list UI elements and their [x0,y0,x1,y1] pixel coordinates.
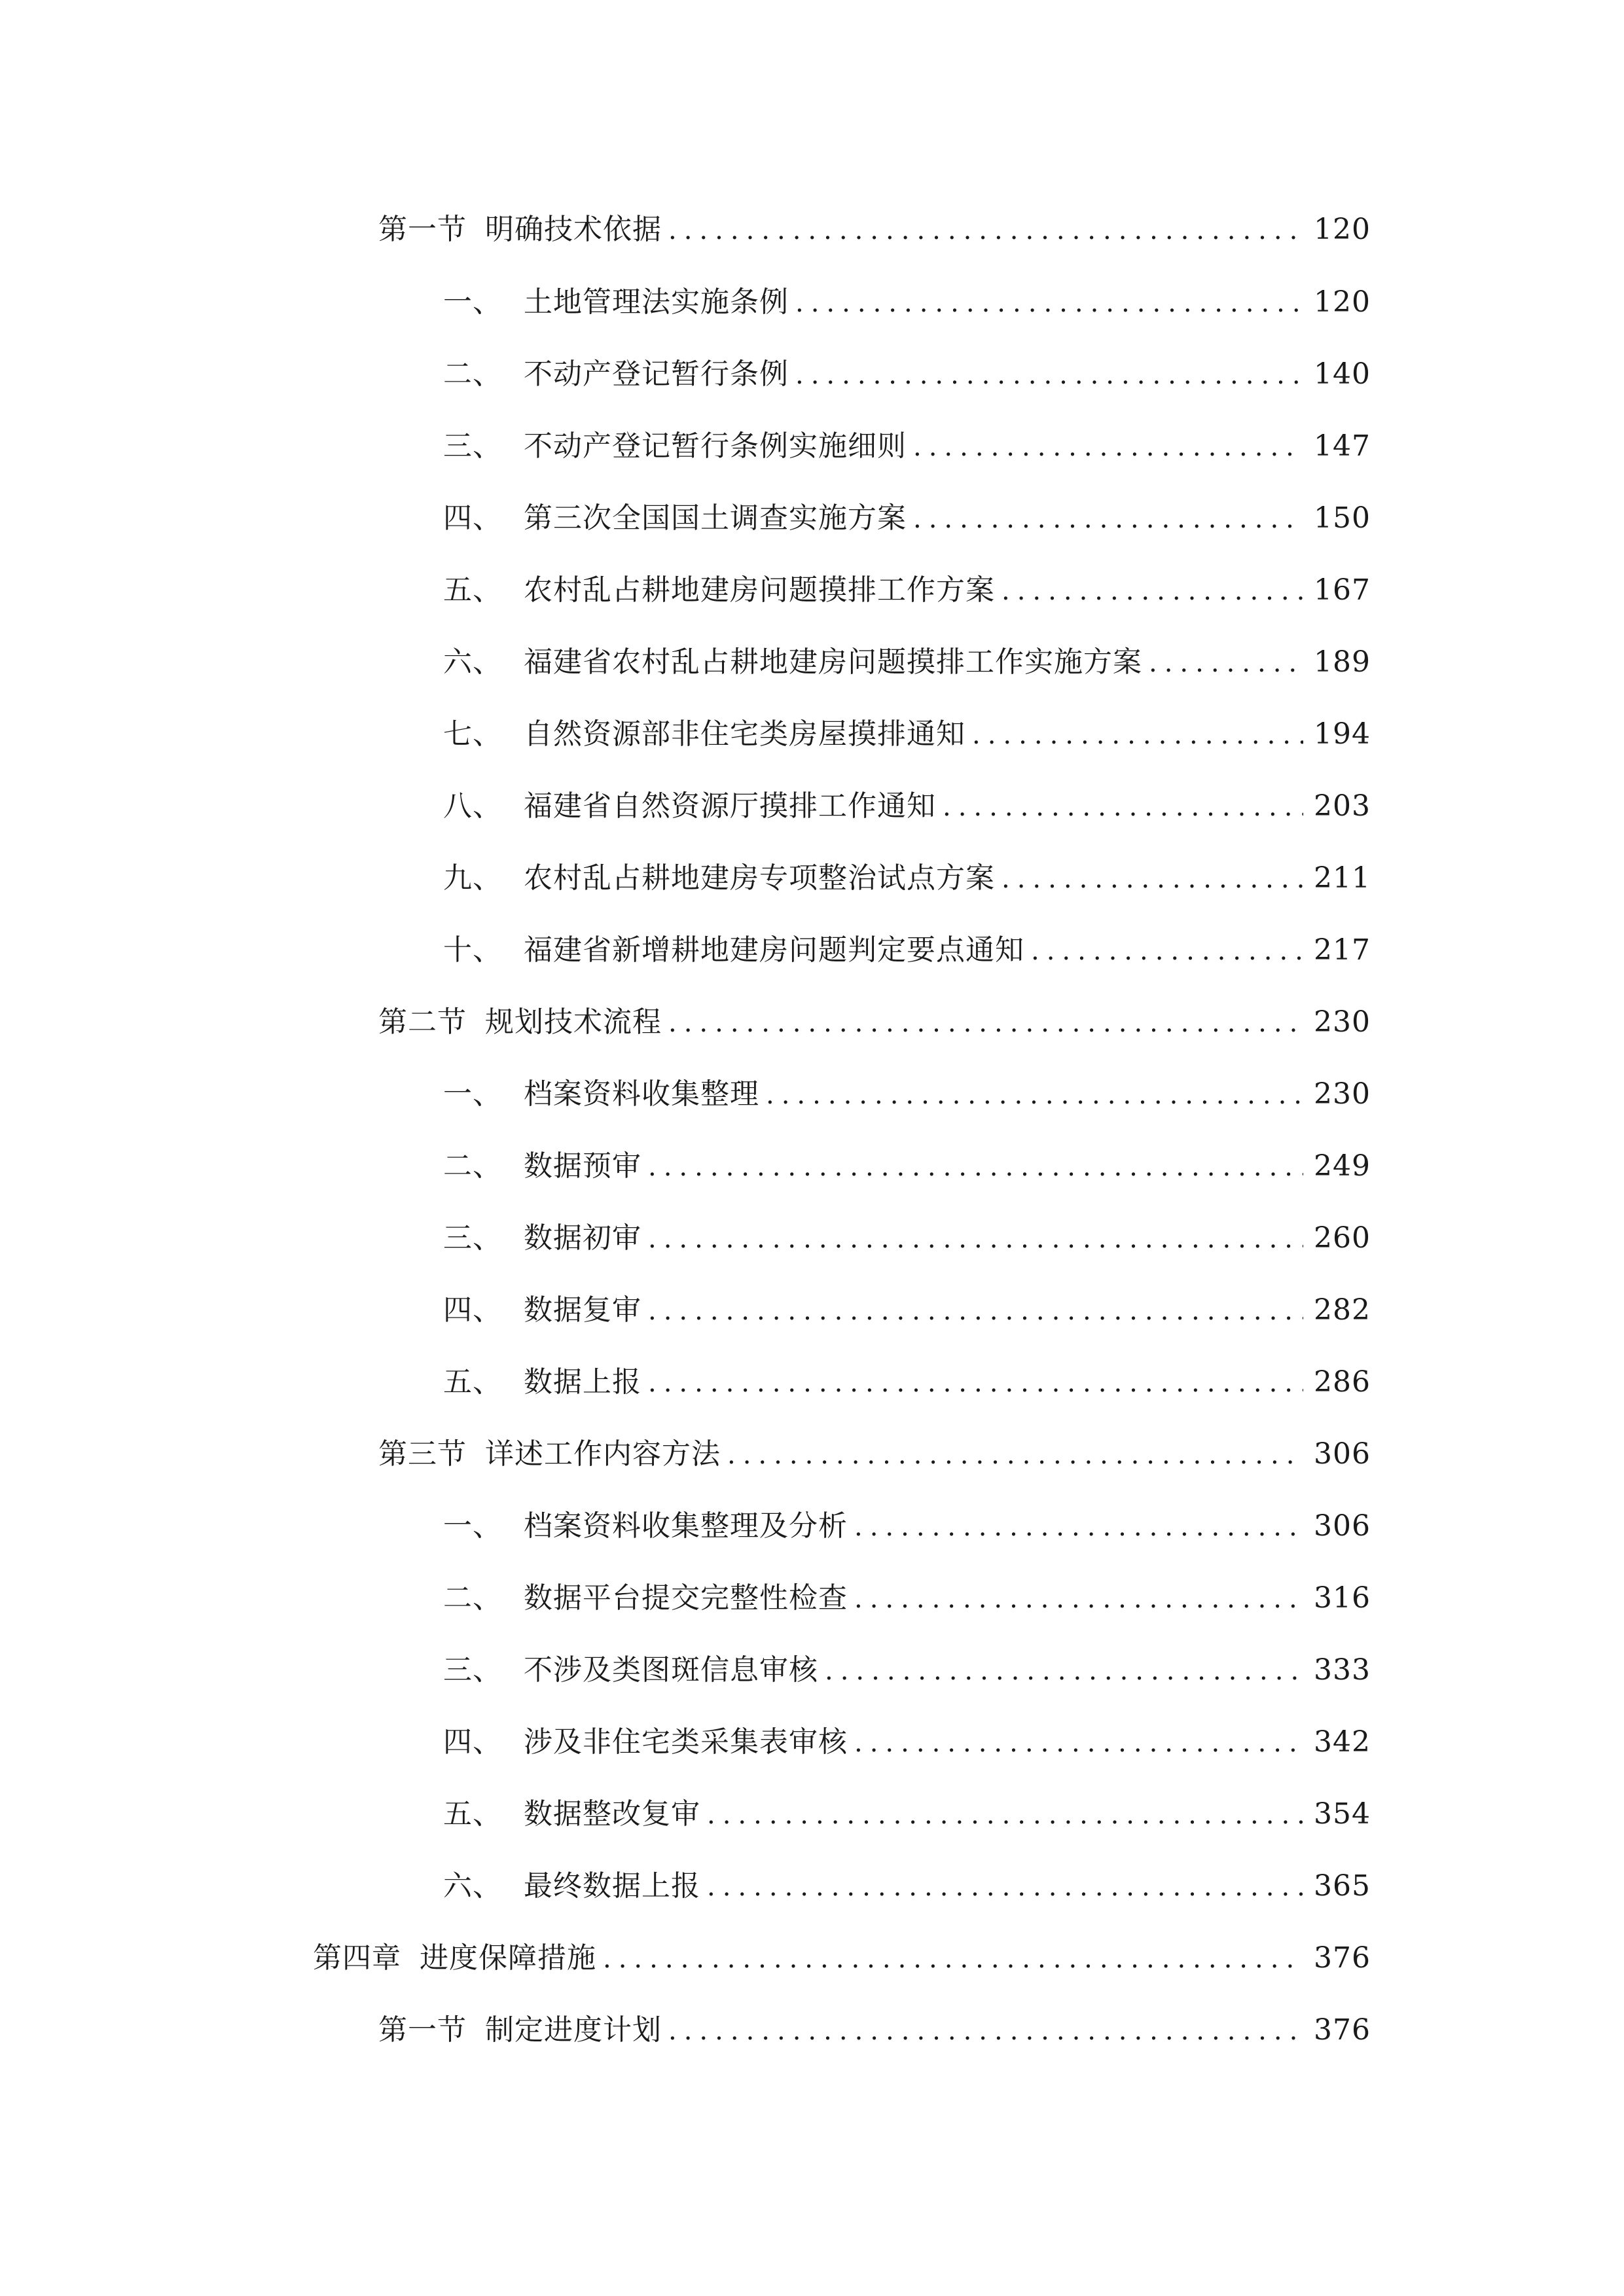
toc-entry-page: 260 [1314,1221,1371,1255]
dot-leader [707,1867,1303,1907]
toc-entry-page: 203 [1314,789,1371,823]
toc-entry-page: 167 [1314,573,1371,607]
toc-entry[interactable] [443,355,1371,394]
toc-entry-number: 第四章 [313,1941,401,1975]
dot-leader [854,1507,1303,1547]
toc-entry-page: 282 [1314,1293,1371,1327]
toc-entry-title: 数据平台提交完整性检查 [524,1581,848,1615]
dot-leader [1031,931,1303,971]
toc-entry[interactable] [443,1723,1371,1762]
dot-leader [1001,859,1303,899]
toc-entry[interactable] [378,2011,1371,2050]
toc-entry-page: 194 [1314,717,1371,751]
toc-entry-number: 九、 [443,861,502,895]
toc-entry-title: 土地管理法实施条例 [524,285,789,319]
toc-entry-number: 五、 [443,1797,502,1831]
toc-entry-number: 第三节 [378,1437,467,1471]
dot-leader [648,1363,1303,1403]
toc-entry-page: 211 [1314,861,1371,895]
dot-leader [972,715,1303,755]
dot-leader [648,1219,1303,1259]
toc-entry-number: 三、 [443,429,502,463]
toc-entry-number: 五、 [443,1365,502,1399]
toc-entry-number: 六、 [443,645,502,679]
toc-entry-title: 数据整改复审 [524,1797,700,1831]
toc-entry-title: 福建省新增耕地建房问题判定要点通知 [524,933,1024,967]
toc-entry-number: 七、 [443,717,502,751]
toc-entry-page: 306 [1314,1509,1371,1543]
toc-entry-title: 不动产登记暂行条例实施细则 [524,429,907,463]
toc-entry-title: 农村乱占耕地建房问题摸排工作方案 [524,573,995,607]
toc-entry-page: 217 [1314,933,1371,967]
toc-entry-title: 不涉及类图斑信息审核 [524,1653,818,1687]
dot-leader [795,283,1303,323]
toc-entry[interactable] [443,283,1371,322]
toc-entry-page: 120 [1314,213,1371,246]
toc-entry-number: 四、 [443,501,502,535]
dot-leader [825,1651,1303,1691]
toc-entry-page: 376 [1314,1941,1371,1975]
toc-entry[interactable] [443,1651,1371,1690]
dot-leader [727,1435,1303,1475]
toc-entry-title: 规划技术流程 [485,1005,662,1039]
toc-entry[interactable] [443,1363,1371,1402]
toc-entry-number: 八、 [443,789,502,823]
toc-entry[interactable] [443,643,1371,682]
toc-entry-number: 第一节 [378,2013,467,2047]
toc-entry-number: 五、 [443,573,502,607]
toc-entry-title: 数据上报 [524,1365,641,1399]
toc-entry-number: 第一节 [378,213,467,246]
toc-entry[interactable] [443,1507,1371,1546]
toc-entry-number: 一、 [443,285,502,319]
toc-entry-page: 230 [1314,1005,1371,1039]
toc-entry[interactable] [443,1075,1371,1114]
toc-entry[interactable] [443,787,1371,826]
dot-leader [943,787,1303,827]
toc-entry-number: 六、 [443,1869,502,1903]
toc-entry-title: 详述工作内容方法 [485,1437,721,1471]
toc-entry[interactable] [378,210,1371,249]
toc-entry-page: 249 [1314,1149,1371,1183]
toc-entry-title: 明确技术依据 [485,213,662,246]
toc-entry[interactable] [378,1003,1371,1042]
toc-entry-number: 一、 [443,1077,502,1111]
toc-entry[interactable] [443,859,1371,898]
toc-entry[interactable] [443,715,1371,754]
toc-entry[interactable] [443,1579,1371,1618]
toc-entry-title: 福建省农村乱占耕地建房问题摸排工作实施方案 [524,645,1142,679]
toc-entry-page: 189 [1314,645,1371,679]
toc-entry[interactable] [378,1435,1371,1474]
toc-entry[interactable] [313,1939,1371,1978]
toc-entry[interactable] [443,571,1371,610]
toc-entry-title: 数据初审 [524,1221,641,1255]
toc-entry-page: 286 [1314,1365,1371,1399]
toc-entry-number: 第二节 [378,1005,467,1039]
toc-entry-page: 120 [1314,285,1371,319]
toc-entry-number: 二、 [443,1149,502,1183]
toc-entry-title: 档案资料收集整理 [524,1077,759,1111]
toc-entry-number: 四、 [443,1725,502,1759]
dot-leader [668,2011,1303,2051]
dot-leader [1149,643,1303,683]
toc-entry-number: 三、 [443,1653,502,1687]
toc-entry[interactable] [443,499,1371,538]
dot-leader [854,1579,1303,1619]
dot-leader [795,355,1303,395]
toc-entry-title: 第三次全国国土调查实施方案 [524,501,907,535]
toc-entry-title: 自然资源部非住宅类房屋摸排通知 [524,717,965,751]
toc-entry-page: 376 [1314,2013,1371,2047]
toc-entry[interactable] [443,1219,1371,1258]
toc-entry-title: 农村乱占耕地建房专项整治试点方案 [524,861,995,895]
dot-leader [913,499,1303,539]
toc-entry-title: 进度保障措施 [420,1941,596,1975]
toc-entry-page: 150 [1314,501,1371,535]
toc-entry[interactable] [443,1147,1371,1186]
toc-entry-number: 四、 [443,1293,502,1327]
dot-leader [668,211,1303,250]
toc-entry-page: 147 [1314,429,1371,463]
toc-entry-number: 一、 [443,1509,502,1543]
toc-entry-page: 354 [1314,1797,1371,1831]
toc-entry-title: 福建省自然资源厅摸排工作通知 [524,789,936,823]
toc-entry-number: 三、 [443,1221,502,1255]
toc-entry-title: 数据预审 [524,1149,641,1183]
dot-leader [913,427,1303,467]
toc-entry-title: 不动产登记暂行条例 [524,357,789,391]
dot-leader [648,1147,1303,1187]
toc-entry[interactable] [443,427,1371,466]
toc-entry[interactable] [443,1867,1371,1906]
toc-entry-page: 316 [1314,1581,1371,1615]
toc-entry-title: 涉及非住宅类采集表审核 [524,1725,848,1759]
dot-leader [603,1939,1303,1979]
toc-entry[interactable] [443,1795,1371,1834]
toc-entry-page: 230 [1314,1077,1371,1111]
dot-leader [1001,571,1303,611]
toc-entry-number: 二、 [443,357,502,391]
toc-entry-page: 333 [1314,1653,1371,1687]
toc-entry-title: 档案资料收集整理及分析 [524,1509,848,1543]
toc-entry-number: 十、 [443,933,502,967]
dot-leader [854,1723,1303,1763]
dot-leader [707,1795,1303,1835]
toc-entry[interactable] [443,1291,1371,1330]
dot-leader [648,1291,1303,1331]
toc-entry-title: 最终数据上报 [524,1869,700,1903]
toc-entry-page: 342 [1314,1725,1371,1759]
toc-entry-page: 140 [1314,357,1371,391]
toc-entry-title: 制定进度计划 [485,2013,662,2047]
dot-leader [766,1075,1303,1115]
toc-entry-number: 二、 [443,1581,502,1615]
toc-entry[interactable] [443,931,1371,970]
toc-entry-page: 365 [1314,1869,1371,1903]
dot-leader [668,1003,1303,1043]
toc-entry-title: 数据复审 [524,1293,641,1327]
toc-entry-page: 306 [1314,1437,1371,1471]
